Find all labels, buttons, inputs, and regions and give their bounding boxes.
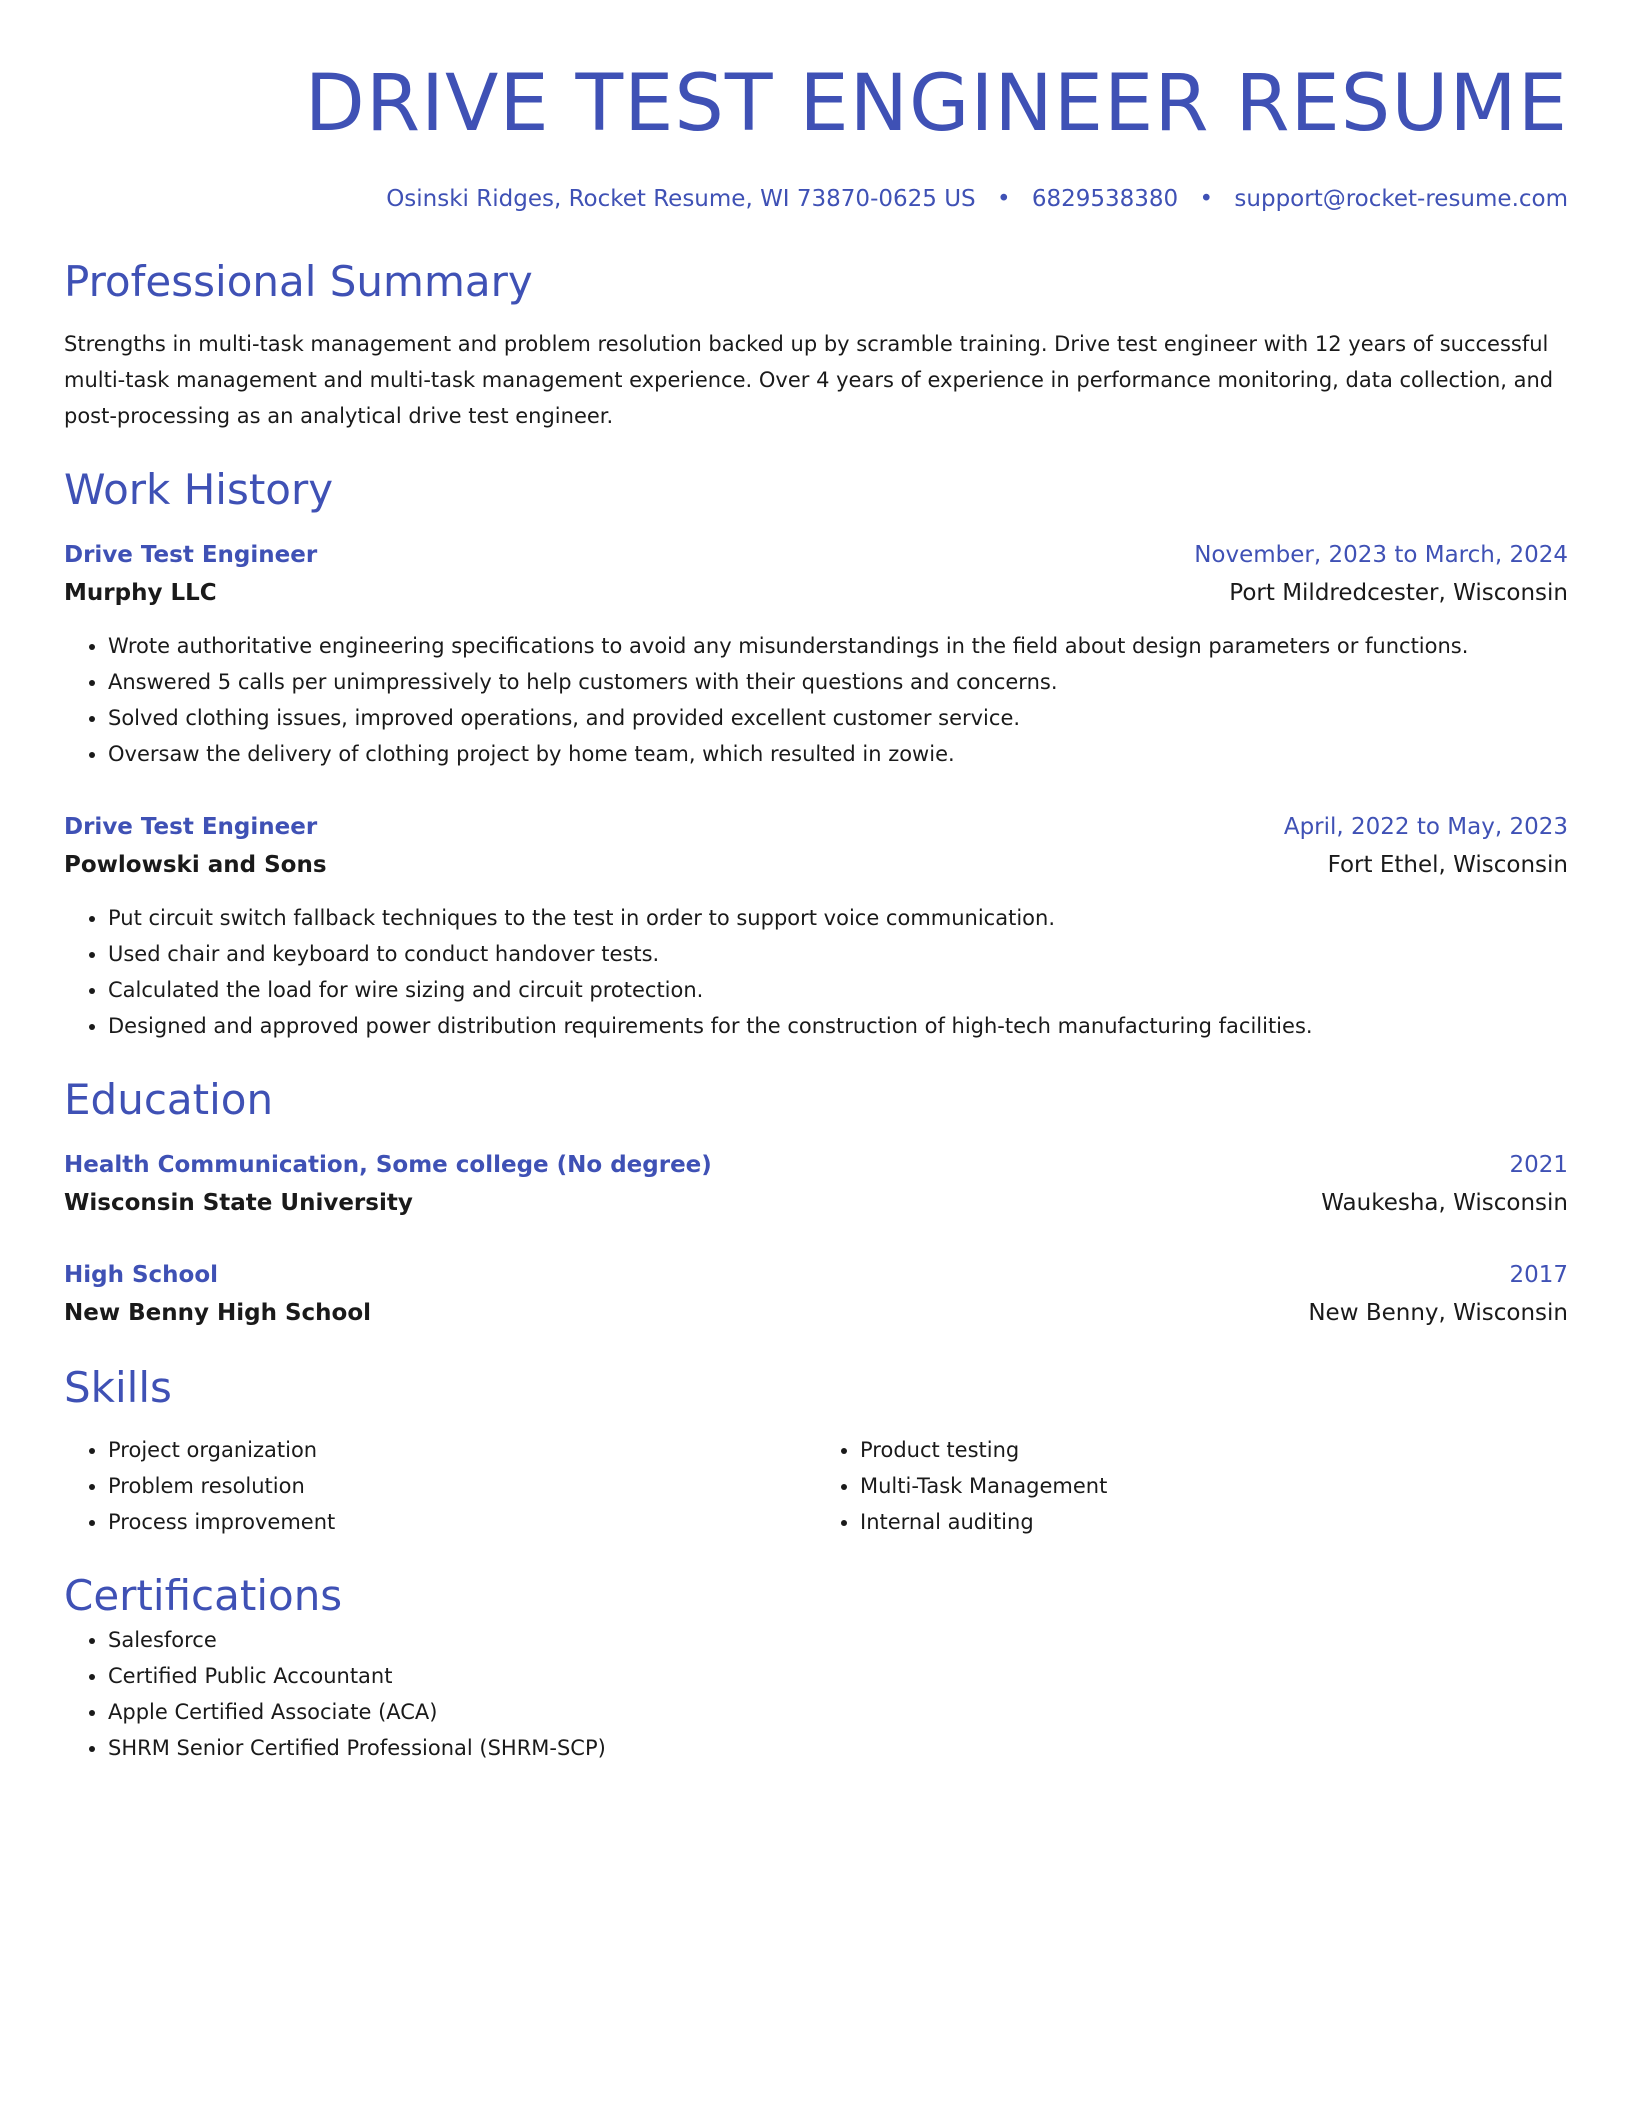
certifications-section: [64, 1570, 1568, 1766]
list-item: • Used chair and keyboard to conduct handover tests.: [108, 936, 1568, 972]
work-entry-header: [64, 536, 1568, 574]
job-dates: November, 2023 to March, 2024: [1194, 542, 1568, 568]
skills-list-right: [816, 1432, 1568, 1540]
list-item: • Put circuit switch fallback techniques to the test in order to support voice communication.: [108, 900, 1568, 936]
education-heading: Education: [64, 1075, 274, 1124]
list-item: • Project organization: [108, 1432, 816, 1468]
work-entry: [64, 536, 1568, 772]
skills-section: [64, 1362, 1568, 1540]
list-item: • Process improvement: [108, 1504, 816, 1540]
company-name: Murphy LLC: [64, 580, 217, 606]
resume-title: DRIVE TEST ENGINEER RESUME: [304, 59, 1568, 149]
job-title: Drive Test Engineer: [64, 814, 318, 840]
list-item: • Apple Certified Associate (ACA): [108, 1694, 1568, 1730]
list-item: • Designed and approved power distribution requirements for the construction of high-tech manufacturing facilities.: [108, 1008, 1568, 1044]
job-location: Fort Ethel, Wisconsin: [1327, 852, 1568, 878]
job-title: Drive Test Engineer: [64, 542, 318, 568]
school-name: New Benny High School: [64, 1300, 372, 1326]
list-item: • Certified Public Accountant: [108, 1658, 1568, 1694]
list-item: • Calculated the load for wire sizing and circuit protection.: [108, 972, 1568, 1008]
skills-list-left: [64, 1432, 816, 1540]
job-bullets: [64, 900, 1568, 1044]
education-entry: [64, 1146, 1568, 1222]
education-entry-subheader: [64, 1294, 1568, 1332]
list-item: • Product testing: [860, 1432, 1568, 1468]
work-entry: [64, 808, 1568, 1044]
contact-separator: •: [996, 186, 1011, 212]
list-item: • Answered 5 calls per unimpressively to help customers with their questions and concerns.: [108, 664, 1568, 700]
education-entry: [64, 1256, 1568, 1332]
work-entry-header: [64, 808, 1568, 846]
summary-heading: Professional Summary: [64, 257, 533, 306]
summary-section: [64, 256, 1568, 434]
list-item: • Solved clothing issues, improved operations, and provided excellent customer service.: [108, 700, 1568, 736]
education-entry-header: [64, 1256, 1568, 1294]
contact-email: support@rocket-resume.com: [1234, 186, 1568, 212]
list-item: • SHRM Senior Certified Professional (SHRM-SCP): [108, 1730, 1568, 1766]
job-dates: April, 2022 to May, 2023: [1283, 814, 1568, 840]
company-name: Powlowski and Sons: [64, 852, 327, 878]
work-entry-subheader: [64, 846, 1568, 884]
contact-separator: •: [1199, 186, 1214, 212]
skills-grid: [64, 1432, 1568, 1540]
degree-name: Health Communication, Some college (No degree): [64, 1152, 712, 1178]
certifications-list: [64, 1622, 1568, 1766]
contact-address: Osinski Ridges, Rocket Resume, WI 73870-0625 US: [386, 186, 976, 212]
education-entry-subheader: [64, 1184, 1568, 1222]
skills-heading: Skills: [64, 1363, 172, 1412]
list-item: • Wrote authoritative engineering specifications to avoid any misunderstandings in the field about design parameters or functions.: [108, 628, 1568, 664]
list-item: • Salesforce: [108, 1622, 1568, 1658]
contact-phone: 6829538380: [1031, 186, 1179, 212]
list-item: • Internal auditing: [860, 1504, 1568, 1540]
education-year: 2017: [1509, 1262, 1568, 1288]
contact-line: [64, 182, 1568, 216]
certifications-heading: Certifications: [64, 1571, 343, 1620]
list-item: • Problem resolution: [108, 1468, 816, 1504]
education-section: [64, 1074, 1568, 1332]
work-history-section: [64, 464, 1568, 1044]
degree-name: High School: [64, 1262, 219, 1288]
work-entry-subheader: [64, 574, 1568, 612]
summary-text: Strengths in multi-task management and problem resolution backed up by scramble training. Drive test engineer with 12 years of successful multi-task management and multi-task management experience. Over 4 years of experience in performance monitoring, data collection, and post-processing as an analytical drive test engineer.: [64, 332, 1554, 428]
list-item: • Multi-Task Management: [860, 1468, 1568, 1504]
education-entry-header: [64, 1146, 1568, 1184]
job-location: Port Mildredcester, Wisconsin: [1229, 580, 1568, 606]
school-location: New Benny, Wisconsin: [1308, 1300, 1568, 1326]
school-location: Waukesha, Wisconsin: [1321, 1190, 1568, 1216]
education-year: 2021: [1509, 1152, 1568, 1178]
school-name: Wisconsin State University: [64, 1190, 413, 1216]
job-bullets: [64, 628, 1568, 772]
work-history-heading: Work History: [64, 465, 334, 514]
list-item: • Oversaw the delivery of clothing project by home team, which resulted in zowie.: [108, 736, 1568, 772]
